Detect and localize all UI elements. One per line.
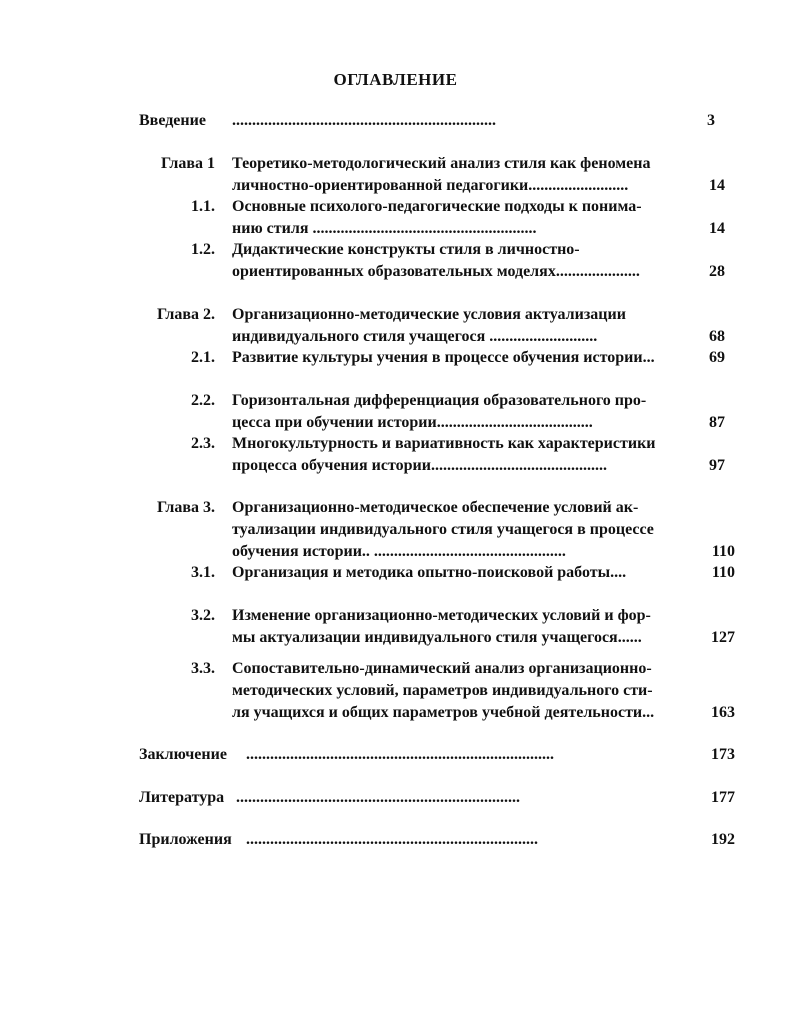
section-label: 2.3. [191, 435, 215, 452]
entry-text: цесса при обучении истории....................................... [232, 414, 593, 431]
entry-text: процесса обучения истории............................................ [232, 457, 607, 474]
chapter-label: Глава 3. [157, 499, 215, 516]
page-number: 110 [711, 564, 735, 581]
entry-dots: ......................................................................... [246, 831, 538, 848]
page-number: 87 [709, 414, 725, 431]
entry-text: Многокультурность и вариативность как характеристики [232, 435, 656, 452]
entry-text: Развитие культуры учения в процессе обучения истории... [232, 349, 655, 366]
page-title: ОГЛАВЛЕНИЕ [333, 70, 458, 89]
page-number: 97 [709, 457, 725, 474]
section-label: 2.2. [191, 392, 215, 409]
section-label: 2.1. [191, 349, 215, 366]
entry-text: Горизонтальная дифференциация образовательного про- [232, 392, 647, 409]
entry-text: Дидактические конструкты стиля в личностно- [232, 241, 580, 258]
entry-text: Основные психолого-педагогические подходы к понима- [232, 198, 642, 215]
chapter-label: Глава 2. [157, 306, 215, 323]
entry-dots: .................................................................. [232, 112, 496, 129]
entry-text: мы актуализации индивидуального стиля учащегося...... [232, 629, 642, 646]
entry-text: методических условий, параметров индивидуального сти- [232, 682, 653, 699]
entry-text: Сопоставительно-динамический анализ организационно- [232, 660, 652, 677]
entry-label: Приложения [139, 831, 232, 848]
page-number: 69 [709, 349, 725, 366]
page-number: 3 [707, 112, 715, 129]
entry-text: ля учащихся и общих параметров учебной деятельности... [232, 704, 655, 721]
page-number: 173 [711, 746, 735, 763]
entry-text: Изменение организационно-методических условий и фор- [232, 607, 651, 624]
entry-text: Организационно-методические условия актуализации [232, 306, 626, 323]
section-label: 3.2. [191, 607, 215, 624]
entry-text: Организация и методика опытно-поисковой работы.... [232, 564, 627, 581]
section-label: 1.1. [191, 198, 215, 215]
page-number: 177 [711, 789, 735, 806]
entry-text: личностно-ориентированной педагогики......................... [232, 177, 629, 194]
entry-text: Организационно-методическое обеспечение условий ак- [232, 499, 639, 516]
page-number: 14 [709, 177, 725, 194]
page-number: 68 [709, 328, 725, 345]
entry-label: Введение [139, 112, 206, 129]
page-number: 110 [711, 543, 735, 560]
page-number: 163 [711, 704, 735, 721]
page-number: 127 [711, 629, 735, 646]
entry-text: ориентированных образовательных моделях..................... [232, 263, 640, 280]
entry-dots: ....................................................................... [236, 789, 520, 806]
section-label: 3.1. [191, 564, 215, 581]
entry-label: Литература [139, 789, 225, 806]
section-label: 1.2. [191, 241, 215, 258]
entry-label: Заключение [139, 746, 227, 763]
entry-text: Теоретико-методологический анализ стиля как феномена [232, 155, 651, 172]
page-number: 28 [709, 263, 725, 280]
entry-dots: ............................................................................. [246, 746, 554, 763]
entry-text: нию стиля ........................................................ [232, 220, 537, 237]
entry-text: обучения истории.. ................................................ [232, 543, 566, 560]
entry-text: индивидуального стиля учащегося ........................... [232, 328, 598, 345]
page-number: 192 [711, 831, 735, 848]
page-number: 14 [709, 220, 725, 237]
chapter-label: Глава 1 [161, 155, 215, 172]
section-label: 3.3. [191, 660, 215, 677]
entry-text: туализации индивидуального стиля учащегося в процессе [232, 521, 654, 538]
